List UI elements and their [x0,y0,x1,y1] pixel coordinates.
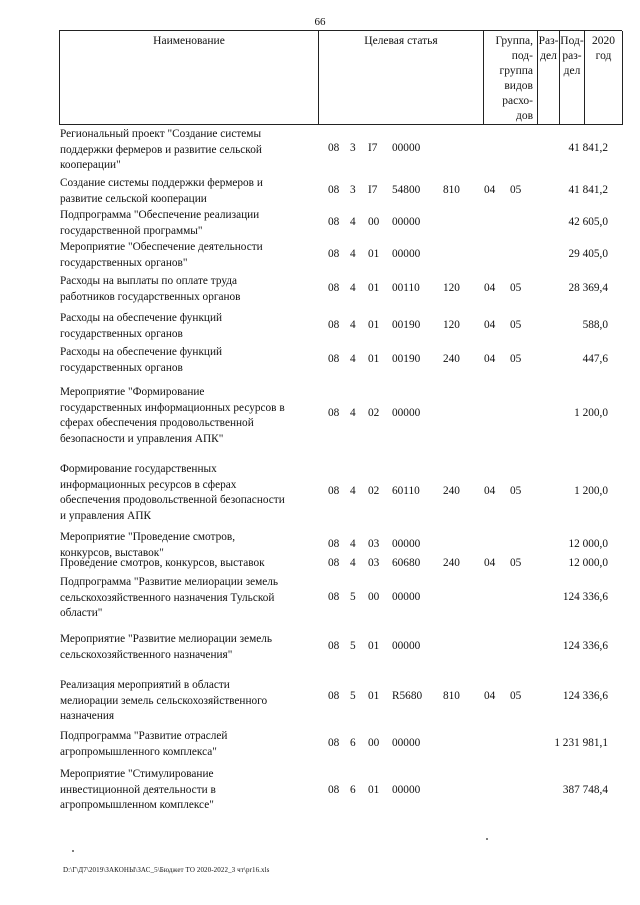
row-name-line: Мероприятие "Развитие мелиорации земель [60,633,273,645]
row-name [60,127,322,174]
row-name-line: Подпрограмма "Обеспечение реализации [60,209,260,221]
code-measure: I7 [368,184,378,196]
code-section: 04 [484,485,496,497]
row-amount: 124 336,6 [562,591,608,603]
code-program: 08 [328,142,340,154]
code-subprogram: 4 [350,248,356,260]
row-name [60,462,322,524]
code-subprogram: 3 [350,184,356,196]
header-subsection-line: Под- [560,35,584,47]
code-direction: 00190 [392,319,421,331]
code-program: 08 [328,216,340,228]
code-expense-group: 240 [443,353,460,365]
row-amount: 28 369,4 [568,282,608,294]
code-measure: 01 [368,353,380,365]
row-amount: 1 200,0 [574,485,608,497]
code-measure: 01 [368,690,380,702]
row-name [60,176,322,207]
row-name-line: Мероприятие "Формирование [60,386,205,398]
code-direction: 00110 [392,282,420,294]
row-name-line: Мероприятие "Стимулирование [60,768,214,780]
code-section: 04 [484,557,496,569]
row-amount: 12 000,0 [568,538,608,550]
code-direction: 00000 [392,538,421,550]
row-name-line: Формирование государственных [60,463,217,475]
code-subprogram: 4 [350,319,356,331]
code-subsection: 05 [510,184,522,196]
row-name-line: государственных информационных ресурсов в [60,401,285,414]
file-path-footer: D:\Г\Д7\2019\ЗАКОНЫ\ЗАС_5\Бюджет ТО 2020-2022_3 чт\pr16.xls [63,866,270,874]
row-name-line: Создание системы поддержки фермеров и [60,177,263,189]
code-program: 08 [328,319,340,331]
row-name [60,385,322,447]
row-name-line: Расходы на выплаты по оплате труда [60,275,238,287]
code-measure: 03 [368,538,380,550]
code-direction: 00190 [392,353,421,365]
code-program: 08 [328,485,340,497]
code-subprogram: 4 [350,282,356,294]
page-number: 66 [314,16,326,28]
code-subprogram: 6 [350,784,356,796]
code-measure: 00 [368,591,380,603]
code-expense-group: 120 [443,319,460,331]
header-subsection-line: дел [563,65,581,77]
code-section: 04 [484,690,496,702]
row-name-line: мелиорации земель сельскохозяйственного [60,694,268,707]
code-subprogram: 4 [350,353,356,365]
row-name-line: Расходы на обеспечение функций [60,312,223,324]
row-name-line: Проведение смотров, конкурсов, выставок [60,557,265,569]
code-subsection: 05 [510,319,522,331]
code-program: 08 [328,282,340,294]
code-subsection: 05 [510,353,522,365]
row-name [60,208,322,239]
header-section-line: дел [540,50,557,62]
code-direction: 00000 [392,591,421,603]
code-expense-group: 120 [443,282,460,294]
header-section-line: Раз- [538,35,559,47]
header-group-line: расхо- [502,95,533,107]
code-direction: 00000 [392,142,421,154]
header-group [484,31,538,125]
row-name-line: безопасности и управления АПК" [60,432,224,445]
code-measure: 03 [368,557,380,569]
row-name-line: информационных ресурсов в сферах [60,478,237,491]
code-direction: 00000 [392,216,421,228]
row-amount: 12 000,0 [568,557,608,569]
code-subsection: 05 [510,557,522,569]
code-section: 04 [484,282,496,294]
code-measure: 01 [368,282,380,294]
row-name [60,678,322,725]
code-section: 04 [484,353,496,365]
scan-speck [72,850,74,852]
row-amount: 124 336,6 [562,640,608,652]
header-group-line: группа [499,65,533,77]
row-name-line: назначения [60,710,115,722]
row-amount: 124 336,6 [562,690,608,702]
scan-speck [486,838,488,840]
code-direction: 00000 [392,407,421,419]
code-subsection: 05 [510,485,522,497]
row-name-line: Мероприятие "Проведение смотров, [60,531,236,543]
row-name [60,240,322,271]
code-subprogram: 5 [350,640,356,652]
header-group-line: под- [511,50,533,62]
row-name-line: Реализация мероприятий в области [60,679,230,691]
row-name-line: сферах обеспечения продовольственной [60,417,254,429]
row-name [60,556,322,572]
row-name [60,729,322,760]
row-amount: 41 841,2 [568,142,608,154]
code-subprogram: 4 [350,216,356,228]
code-program: 08 [328,248,340,260]
code-subprogram: 5 [350,690,356,702]
row-name-line: области" [60,607,103,619]
code-expense-group: 810 [443,184,460,196]
header-subsection-line: раз- [562,50,582,62]
code-subsection: 05 [510,690,522,702]
row-amount: 1 200,0 [574,407,608,419]
row-name [60,274,322,305]
code-program: 08 [328,557,340,569]
code-measure: 02 [368,485,380,497]
header-target-article: Целевая статья [319,31,484,125]
row-name-line: государственных органов [60,327,183,340]
code-program: 08 [328,184,340,196]
row-name-line: сельскохозяйственного назначения Тульской [60,591,275,604]
code-subprogram: 5 [350,591,356,603]
code-program: 08 [328,407,340,419]
row-name-line: сельскохозяйственного назначения" [60,648,233,661]
code-section: 04 [484,184,496,196]
code-subprogram: 3 [350,142,356,154]
row-name [60,345,322,376]
code-measure: 01 [368,784,380,796]
code-expense-group: 240 [443,557,460,569]
row-amount: 42 605,0 [568,216,608,228]
code-direction: 60680 [392,557,421,569]
code-measure: 00 [368,737,380,749]
row-name-line: государственных органов [60,361,183,374]
code-direction: 00000 [392,640,421,652]
row-amount: 29 405,0 [568,248,608,260]
code-direction: 00000 [392,248,421,260]
row-amount: 447,6 [582,353,608,365]
code-subprogram: 6 [350,737,356,749]
code-subprogram: 4 [350,407,356,419]
code-program: 08 [328,591,340,603]
row-name-line: Региональный проект "Создание системы [60,128,262,140]
row-name-line: Подпрограмма "Развитие мелиорации земель [60,576,279,588]
code-program: 08 [328,690,340,702]
code-measure: I7 [368,142,378,154]
header-group-line: Группа, [495,35,533,47]
code-measure: 02 [368,407,380,419]
code-direction: R5680 [392,690,423,702]
row-name-line: конкурсов, выставок" [60,546,164,559]
code-section: 04 [484,319,496,331]
code-program: 08 [328,538,340,550]
row-name-line: обеспечения продовольственной безопасности [60,494,285,506]
row-name [60,311,322,342]
row-name-line: агропромышленном комплексе" [60,799,214,811]
row-name [60,632,322,663]
row-name-line: Расходы на обеспечение функций [60,346,223,358]
code-program: 08 [328,784,340,796]
row-name-line: государственных органов" [60,256,188,269]
header-year: 2020 год [585,31,622,125]
row-name [60,767,322,814]
code-subprogram: 4 [350,485,356,497]
header-name: Наименование [60,31,319,125]
row-name-line: агропромышленного комплекса" [60,745,217,758]
table-header [59,30,622,125]
row-name-line: государственной программы" [60,224,203,237]
code-direction: 00000 [392,784,421,796]
row-name-line: развитие сельской кооперации [60,192,207,205]
code-program: 08 [328,353,340,365]
code-subprogram: 4 [350,538,356,550]
code-subsection: 05 [510,282,522,294]
code-expense-group: 810 [443,690,460,702]
row-amount: 41 841,2 [568,184,608,196]
row-name-line: Подпрограмма "Развитие отраслей [60,730,228,742]
code-measure: 01 [368,640,380,652]
code-program: 08 [328,737,340,749]
header-subsection [560,31,585,125]
code-direction: 60110 [392,485,420,497]
code-subprogram: 4 [350,557,356,569]
row-amount: 387 748,4 [562,784,608,796]
code-direction: 00000 [392,737,421,749]
row-amount: 1 231 981,1 [554,737,608,749]
row-name-line: инвестиционной деятельности в [60,783,216,796]
code-program: 08 [328,640,340,652]
row-name [60,575,322,622]
code-expense-group: 240 [443,485,460,497]
header-group-line: видов [504,80,533,92]
row-name-line: и управления АПК [60,509,152,522]
header-group-line: дов [515,110,533,122]
code-measure: 01 [368,248,380,260]
row-name-line: кооперации" [60,159,121,171]
row-name-line: поддержки фермеров и развитие сельской [60,143,262,156]
row-name-line: Мероприятие "Обеспечение деятельности [60,241,263,253]
row-amount: 588,0 [582,319,608,331]
code-direction: 54800 [392,184,421,196]
header-section [538,31,560,125]
row-name-line: работников государственных органов [60,290,241,303]
code-measure: 01 [368,319,380,331]
code-measure: 00 [368,216,380,228]
